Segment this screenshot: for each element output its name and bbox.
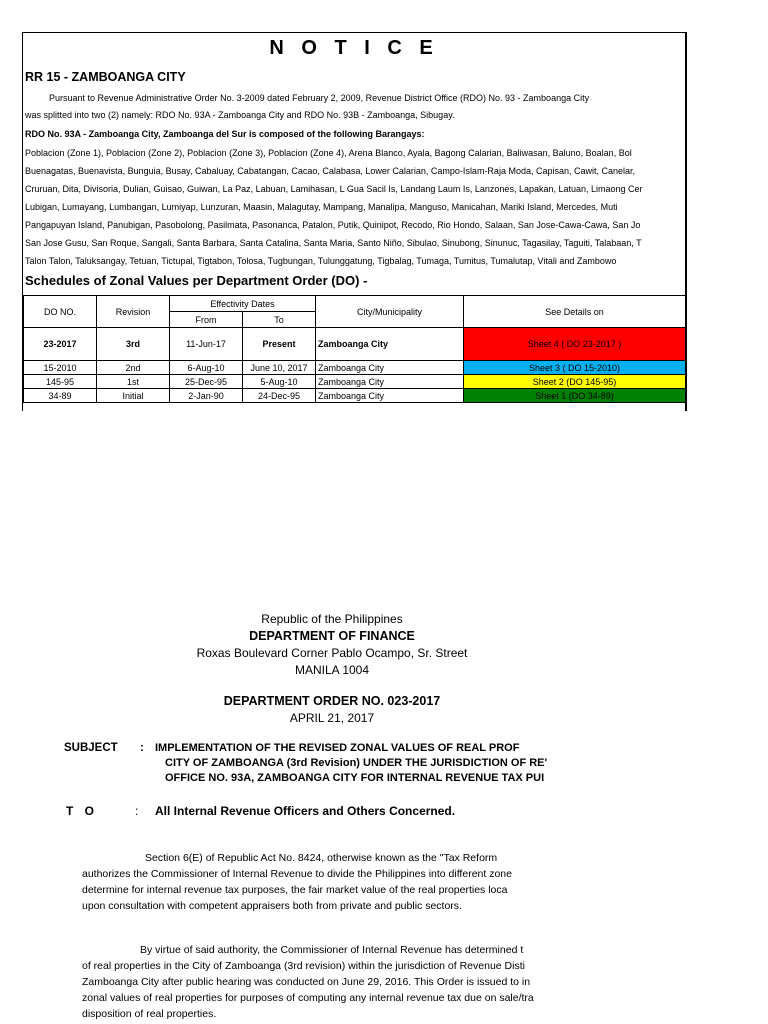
do-no-cell: 23-2017 <box>24 328 97 361</box>
to-recipients: All Internal Revenue Officers and Others Concerned. <box>155 804 456 818</box>
table-row <box>24 328 686 361</box>
from-cell: 11-Jun-17 <box>170 328 243 361</box>
to-cell: Present <box>243 328 316 361</box>
from-cell: 6-Aug-10 <box>170 361 243 375</box>
subject-line: OFFICE NO. 93A, ZAMBOANGA CITY FOR INTERNAL REVENUE TAX PUI <box>165 772 545 784</box>
header-effectivity: Effectivity Dates <box>170 296 316 312</box>
to-cell: June 10, 2017 <box>243 361 316 375</box>
header-city: City/Municipality <box>316 296 464 328</box>
revision-cell: 2nd <box>97 361 170 375</box>
notice-paragraph-line: Pursuant to Revenue Administrative Order No. 3-2009 dated February 2, 2009, Revenue District Office (RDO) No. 93 - Zamboanga City <box>49 93 590 103</box>
to-label: T O <box>66 804 98 818</box>
paragraph-line: authorizes the Commissioner of Internal Revenue to divide the Philippines into different zone <box>82 868 512 880</box>
barangay-line: Talon Talon, Taluksangay, Tetuan, Tictupal, Tigtabon, Tolosa, Tugbungan, Tulunggatung, Tigbalag, Tumaga, Tumitus, Tumalutap, Vitali and Zambowo <box>25 256 617 266</box>
sheet-link[interactable]: Sheet 3 ( DO 15-2010) <box>464 361 686 375</box>
city-cell: Zamboanga City <box>316 375 464 389</box>
subject-line: IMPLEMENTATION OF THE REVISED ZONAL VALUES OF REAL PROF <box>155 742 520 754</box>
header-details: See Details on <box>464 296 686 328</box>
republic-line: Republic of the Philippines <box>261 612 403 626</box>
barangay-line: Pangapuyan Island, Panubigan, Pasobolong, Pasilmata, Pasonanca, Patalon, Putik, Quinipot, Recodo, Rio Hondo, Salaan, San Jose-Cawa-Cawa, San Jo <box>25 220 641 230</box>
to-cell: 5-Aug-10 <box>243 375 316 389</box>
sheet-link[interactable]: Sheet 4 ( DO 23-2017 ) <box>464 328 686 361</box>
from-cell: 2-Jan-90 <box>170 389 243 403</box>
order-date: APRIL 21, 2017 <box>289 711 375 725</box>
paragraph-line: Section 6(E) of Republic Act No. 8424, otherwise known as the "Tax Reform <box>145 852 498 864</box>
address-line: Roxas Boulevard Corner Pablo Ocampo, Sr. Street <box>196 646 468 660</box>
notice-paragraph-line: was splitted into two (2) namely: RDO No. 93A - Zamboanga City and RDO No. 93B - Zamboanga, Sibugay. <box>25 110 455 120</box>
paragraph-line: of real properties in the City of Zamboanga (3rd revision) within the jurisdiction of Revenue Disti <box>82 960 525 972</box>
paragraph-line: Zamboanga City after public hearing was conducted on June 29, 2016. This Order is issued to in <box>82 976 531 988</box>
revision-cell: 3rd <box>97 328 170 361</box>
header-revision: Revision <box>97 296 170 328</box>
barangay-heading: RDO No. 93A - Zamboanga City, Zamboanga del Sur is composed of the following Barangays: <box>25 129 425 139</box>
city-cell: Zamboanga City <box>316 361 464 375</box>
paragraph-line: zonal values of real properties for purposes of computing any internal revenue tax due on sale/tra <box>82 992 534 1004</box>
to-colon: : <box>135 804 139 818</box>
subject-label: SUBJECT <box>64 742 118 754</box>
to-cell: 24-Dec-95 <box>243 389 316 403</box>
sheet-link[interactable]: Sheet 2 (DO 145-95) <box>464 375 686 389</box>
barangay-line: Buenagatas, Buenavista, Bunguia, Busay, Cabaluay, Cabatangan, Cacao, Calabasa, Lower Calarian, Campo-Islam-Raja Moda, Capisan, Cawit, Canelar, <box>25 166 636 176</box>
subject-colon: : <box>140 742 144 754</box>
region-heading: RR 15 - ZAMBOANGA CITY <box>25 70 186 84</box>
header-from: From <box>170 312 243 328</box>
from-cell: 25-Dec-95 <box>170 375 243 389</box>
do-no-cell: 34-89 <box>24 389 97 403</box>
sheet-link[interactable]: Sheet 1 (DO 34-89) <box>464 389 686 403</box>
paragraph-line: upon consultation with competent appraisers both from private and public sectors. <box>82 900 462 912</box>
barangay-line: Cruruan, Dita, Divisoria, Dulian, Guisao, Guiwan, La Paz, Labuan, Lamihasan, L Gua Sacil Is, Landang Laum Is, Lanzones, Lapakan, Latuan, Limaong Cer <box>25 184 643 194</box>
schedules-heading: Schedules of Zonal Values per Department Order (DO) - <box>25 273 368 288</box>
city-cell: Zamboanga City <box>316 389 464 403</box>
header-do-no: DO NO. <box>24 296 97 328</box>
do-no-cell: 15-2010 <box>24 361 97 375</box>
barangay-line: Poblacion (Zone 1), Poblacion (Zone 2), Poblacion (Zone 3), Poblacion (Zone 4), Arena Blanco, Ayala, Bagong Calarian, Baliwasan, Baluno, Boalan, Bol <box>25 148 632 158</box>
do-no-cell: 145-95 <box>24 375 97 389</box>
paragraph-line: determine for internal revenue tax purposes, the fair market value of the real properties loca <box>82 884 508 896</box>
notice-sheet <box>22 32 687 411</box>
revision-cell: Initial <box>97 389 170 403</box>
paragraph-line: By virtue of said authority, the Commissioner of Internal Revenue has determined t <box>140 944 524 956</box>
city-line: MANILA 1004 <box>294 663 370 677</box>
department-order-page <box>0 600 768 1024</box>
order-number: DEPARTMENT ORDER NO. 023-2017 <box>223 694 441 708</box>
header-to: To <box>243 312 316 328</box>
subject-line: CITY OF ZAMBOANGA (3rd Revision) UNDER THE JURISDICTION OF RE' <box>165 757 548 769</box>
barangay-line: Lubigan, Lumayang, Lumbangan, Lumiyap, Lunzuran, Maasin, Malagutay, Mampang, Manalipa, Manguso, Manicahan, Mariki Island, Mercedes, Muti <box>25 202 618 212</box>
revision-cell: 1st <box>97 375 170 389</box>
table-row <box>24 389 686 403</box>
department-name: DEPARTMENT OF FINANCE <box>249 629 415 643</box>
table-row <box>24 375 686 389</box>
table-row <box>24 361 686 375</box>
zonal-schedule-table <box>23 295 686 403</box>
paragraph-line: disposition of real properties. <box>82 1008 217 1020</box>
city-cell: Zamboanga City <box>316 328 464 361</box>
barangay-line: San Jose Gusu, San Roque, Sangali, Santa Barbara, Santa Catalina, Santa Maria, Santo Niño, Sibulao, Sinubong, Sinunuc, Tagasilay, Taguiti, Talabaan, T <box>25 238 642 248</box>
notice-title: N O T I C E <box>269 37 439 59</box>
